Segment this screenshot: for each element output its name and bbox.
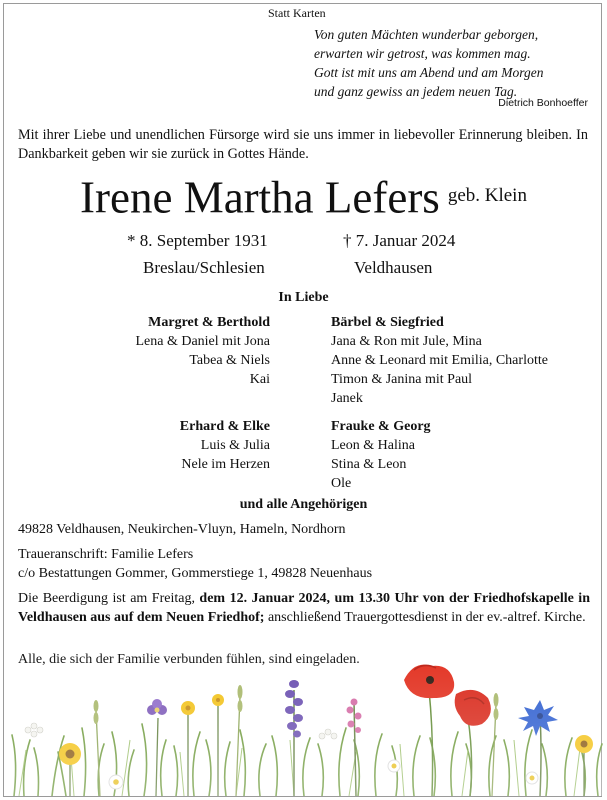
family-member-line: Jana & Ron mit Jule, Mina [331,334,482,349]
address-line: c/o Bestattungen Gommer, Gommerstiege 1, 49828 Neuenhaus [18,566,373,581]
flower-meadow-illustration [4,640,603,796]
mourning-address [18,545,590,583]
family-group-1 [135,313,270,389]
funeral-info [18,589,590,627]
funeral-text: anschließend Trauergottesdienst in der ev.-altref. Kirche. [264,610,586,625]
family-member-line: Luis & Julia [200,438,270,453]
deceased-name [0,168,607,225]
death-place: Veldhausen [354,258,433,277]
family-member-line: Anne & Leonard mit Emilia, Charlotte [331,353,548,368]
birth-name: geb. Klein [447,185,527,206]
family-member-line: Ole [331,476,352,491]
poem [314,25,544,101]
full-name: Irene Martha Lefers [80,172,440,223]
family-group-4 [331,417,431,493]
family-member-line: Tabea & Niels [189,353,270,368]
in-love-heading: In Liebe [278,290,329,305]
funeral-text: Die Beerdigung ist am Freitag, [18,591,200,606]
birth-date: * 8. September 1931 [127,231,268,250]
family-group-2 [331,313,548,408]
address-line: Traueranschrift: Familie Lefers [18,547,194,562]
all-relatives: und alle Angehörigen [239,497,368,512]
family-group-title: Margret & Berthold [148,315,270,330]
poem-line: Von guten Mächten wunderbar geborgen, [314,27,539,42]
family-group-title: Frauke & Georg [331,419,431,434]
header-note: Statt Karten [268,6,326,20]
poem-line: und ganz gewiss an jedem neuen Tag. [314,84,518,99]
birth-place: Breslau/Schlesien [143,258,265,277]
family-member-line: Janek [331,391,363,406]
family-member-line: Timon & Janina mit Paul [331,372,473,387]
family-group-3 [180,417,270,474]
family-member-line: Lena & Daniel mit Jona [135,334,270,349]
death-date: † 7. Januar 2024 [343,231,456,250]
poem-author: Dietrich Bonhoeffer [498,97,588,109]
family-member-line: Stina & Leon [331,457,407,472]
family-group-title: Bärbel & Siegfried [331,315,444,330]
family-member-line: Nele im Herzen [181,457,270,472]
intro-text: Mit ihrer Liebe und unendlichen Fürsorge wird sie uns immer in liebevoller Erinnerung bleiben. In Dankbarkeit geben wir sie zurück in Gottes Hände. [18,127,588,162]
locations: 49828 Veldhausen, Neukirchen-Vluyn, Hameln, Nordhorn [18,522,346,537]
family-member-line: Kai [249,372,270,387]
family-group-title: Erhard & Elke [179,419,270,434]
poem-line: erwarten wir getrost, was kommen mag. [314,46,531,61]
funeral-date-place: dem 12. Januar 2024, um 13.30 Uhr von der Friedhofskapelle in Veldhausen aus auf dem Neuen Friedhof; [18,591,590,625]
family-member-line: Leon & Halina [331,438,415,453]
poem-line: Gott ist mit uns am Abend und am Morgen [314,65,544,80]
